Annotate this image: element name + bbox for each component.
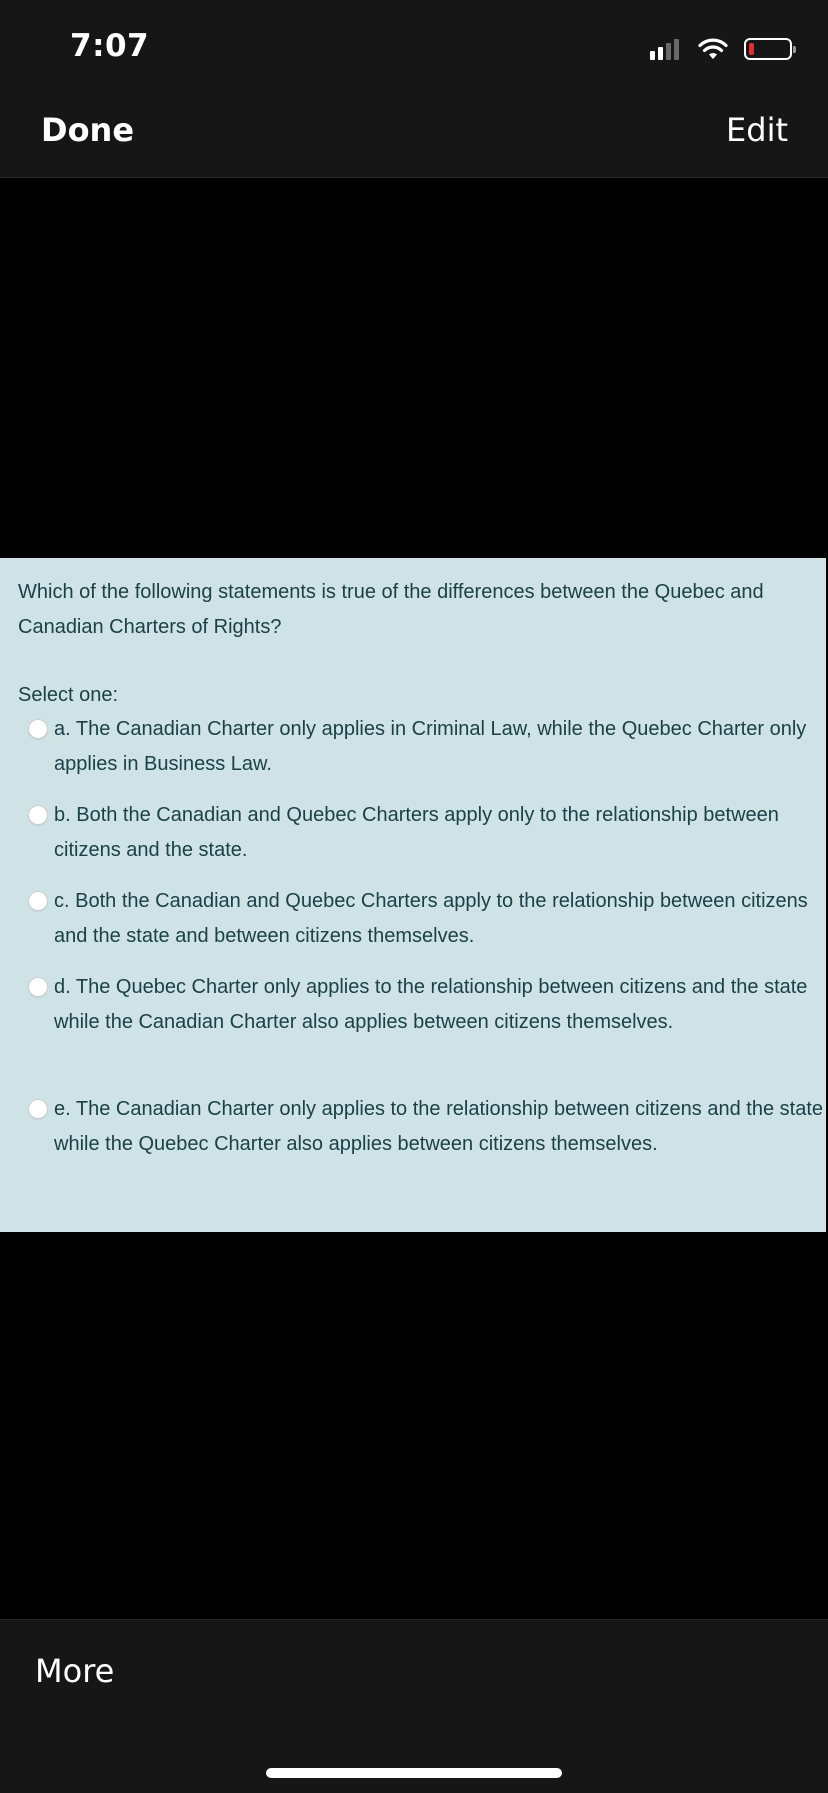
question-text: Which of the following statements is true of the differences between the Quebec and Canadian Charters of Rights? [18,581,764,638]
option-d-label: d. The Quebec Charter only applies to the relationship between citizens and the state while the Canadian Charter also applies between citizens themselves. [54,976,808,1033]
bottom-toolbar [0,1619,828,1793]
status-time: 7:07 [70,28,150,64]
edit-button[interactable]: Edit [726,111,788,149]
radio-button-d[interactable] [28,977,48,997]
wifi-icon [698,37,728,61]
radio-button-e[interactable] [28,1099,48,1119]
cellular-signal-icon [650,38,682,60]
battery-low-icon [744,38,792,60]
more-button[interactable]: More [35,1652,115,1690]
home-indicator[interactable] [266,1768,562,1778]
option-c-label: c. Both the Canadian and Quebec Charters apply to the relationship between citizens and the state and between citizens themselves. [54,890,808,947]
select-one-label: Select one: [18,684,119,706]
done-button[interactable]: Done [41,111,135,149]
option-e-label: e. The Canadian Charter only applies to the relationship between citizens and the state while the Quebec Charter also applies between citizens themselves. [54,1098,824,1155]
radio-button-c[interactable] [28,891,48,911]
radio-button-b[interactable] [28,805,48,825]
top-navigation-bar [0,0,828,178]
quiz-question-panel [0,558,826,1232]
battery-level [749,43,754,55]
option-a-label: a. The Canadian Charter only applies in Criminal Law, while the Quebec Charter only applies in Business Law. [54,718,807,775]
status-icons [650,36,792,62]
option-b-label: b. Both the Canadian and Quebec Charters apply only to the relationship between citizens and the state. [54,804,779,861]
radio-button-a[interactable] [28,719,48,739]
